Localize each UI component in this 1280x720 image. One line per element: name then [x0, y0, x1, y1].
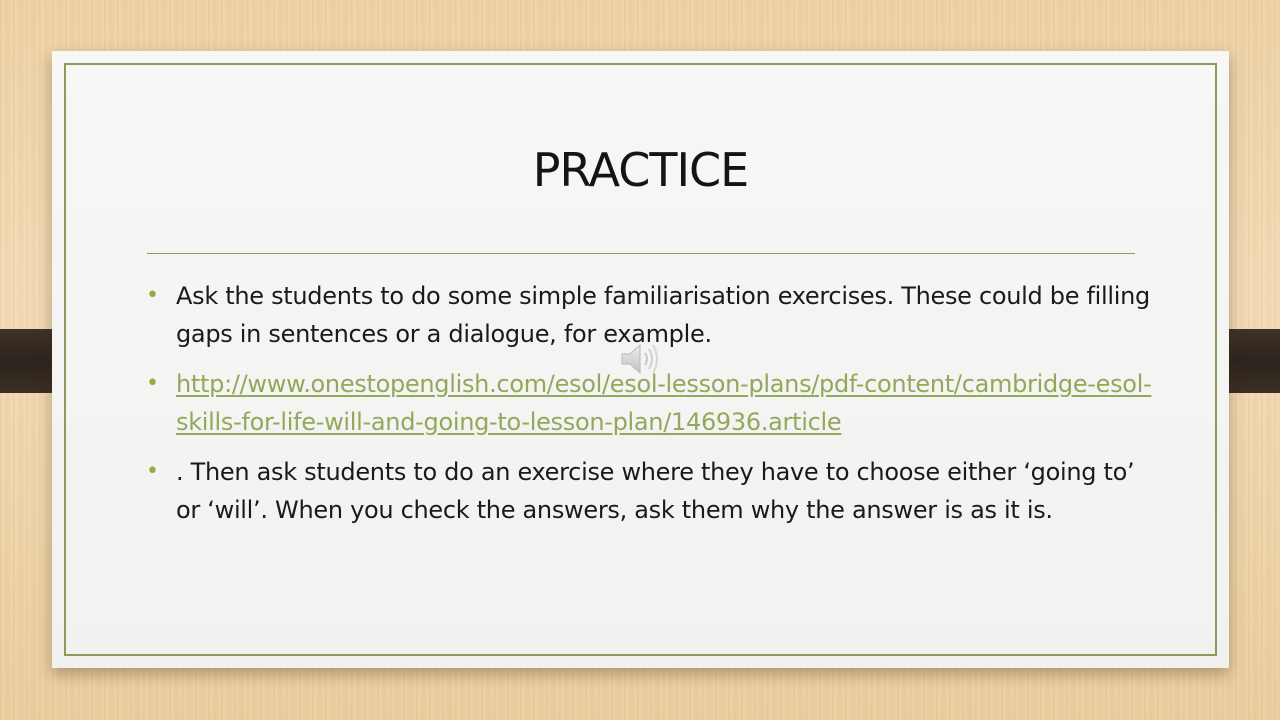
title-divider	[147, 253, 1135, 254]
bullet-list	[146, 277, 1156, 529]
bullet-text: . Then ask students to do an exercise where they have to choose either ‘going to’ or ‘will’. When you check the answers, ask them why the answer is as it is.	[176, 458, 1135, 524]
bullet-dot-icon: •	[146, 459, 159, 484]
bullet-dot-icon: •	[146, 283, 159, 308]
slide-title: PRACTICE	[532, 143, 749, 197]
speaker-icon[interactable]	[620, 342, 662, 376]
bullet-item-3	[146, 453, 1156, 529]
bullet-dot-icon: •	[146, 371, 159, 396]
lesson-plan-link[interactable]: http://www.onestopenglish.com/esol/esol-lesson-plans/pdf-content/cambridge-esol-skills-for-life-will-and-going-to-lesson-plan/146936.article	[176, 370, 1152, 436]
bullet-item-1	[146, 277, 1156, 353]
bullet-item-2	[146, 365, 1156, 441]
bullet-text: Ask the students to do some simple familiarisation exercises. These could be filling gaps in sentences or a dialogue, for example.	[176, 282, 1150, 348]
